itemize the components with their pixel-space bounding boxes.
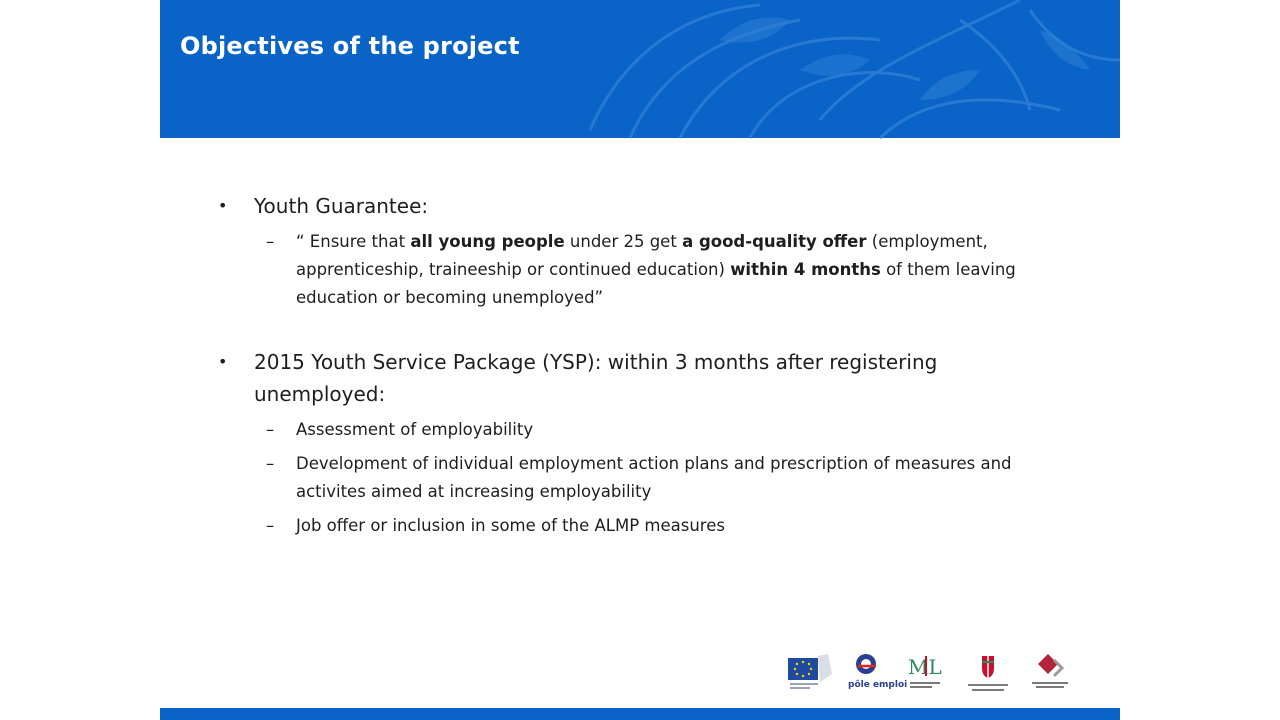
footer-bar [160, 708, 1120, 720]
dash-glyph: – [266, 454, 275, 473]
hungary-ministry-logo [964, 652, 1012, 696]
quote-bold-2: a good-quality offer [682, 232, 867, 251]
sub-bullet-job-offer [216, 512, 1066, 540]
quote-text-4: of them leaving education or becoming unemployed” [296, 260, 1016, 307]
bullet-glyph: • [218, 352, 228, 371]
sub-bullet-youth-guarantee-quote [216, 228, 1066, 312]
slide-title: Objectives of the project [180, 32, 520, 60]
dash-glyph: – [266, 516, 275, 535]
sub-bullet-text: Assessment of employability [296, 420, 534, 439]
bullet-text: 2015 Youth Service Package (YSP): within 3 months after registering unemployed: [254, 350, 938, 406]
sub-bullet-assessment [216, 416, 1066, 444]
hungary-agency-logo [1028, 652, 1072, 692]
eu-flag-logo [786, 652, 834, 692]
quote-bold-3: within 4 months [730, 260, 881, 279]
bullet-youth-service-package [216, 346, 1066, 410]
spacer [216, 312, 1066, 346]
sub-bullet-development [216, 450, 1066, 506]
sub-bullet-text: Job offer or inclusion in some of the ALMP measures [296, 516, 725, 535]
open-quote: “ [296, 232, 305, 251]
ml-ministry-logo-text: ML [908, 655, 942, 679]
header-decoration-leaves [160, 0, 1120, 138]
slide-content [216, 190, 1066, 540]
partner-logos [780, 652, 1070, 696]
pole-emploi-logo-text: pôle emploi [848, 680, 908, 690]
quote-bold-1: all young people [410, 232, 565, 251]
ml-ministry-logo [906, 652, 946, 692]
bullet-text: Youth Guarantee: [254, 194, 429, 218]
quote-text-2: under 25 get [564, 232, 683, 251]
slide [160, 0, 1120, 720]
pole-emploi-logo [846, 652, 908, 692]
quote-text-3: (employment, apprenticeship, traineeship or continued education) [296, 232, 988, 279]
slide-header [160, 0, 1120, 138]
dash-glyph: – [266, 420, 275, 439]
dash-glyph: – [266, 232, 275, 251]
bullet-youth-guarantee [216, 190, 1066, 222]
sub-bullet-text: Development of individual employment action plans and prescription of measures and activites aimed at increasing employability [296, 454, 1012, 501]
bullet-glyph: • [218, 196, 228, 215]
quote-text-1: Ensure that [304, 232, 411, 251]
